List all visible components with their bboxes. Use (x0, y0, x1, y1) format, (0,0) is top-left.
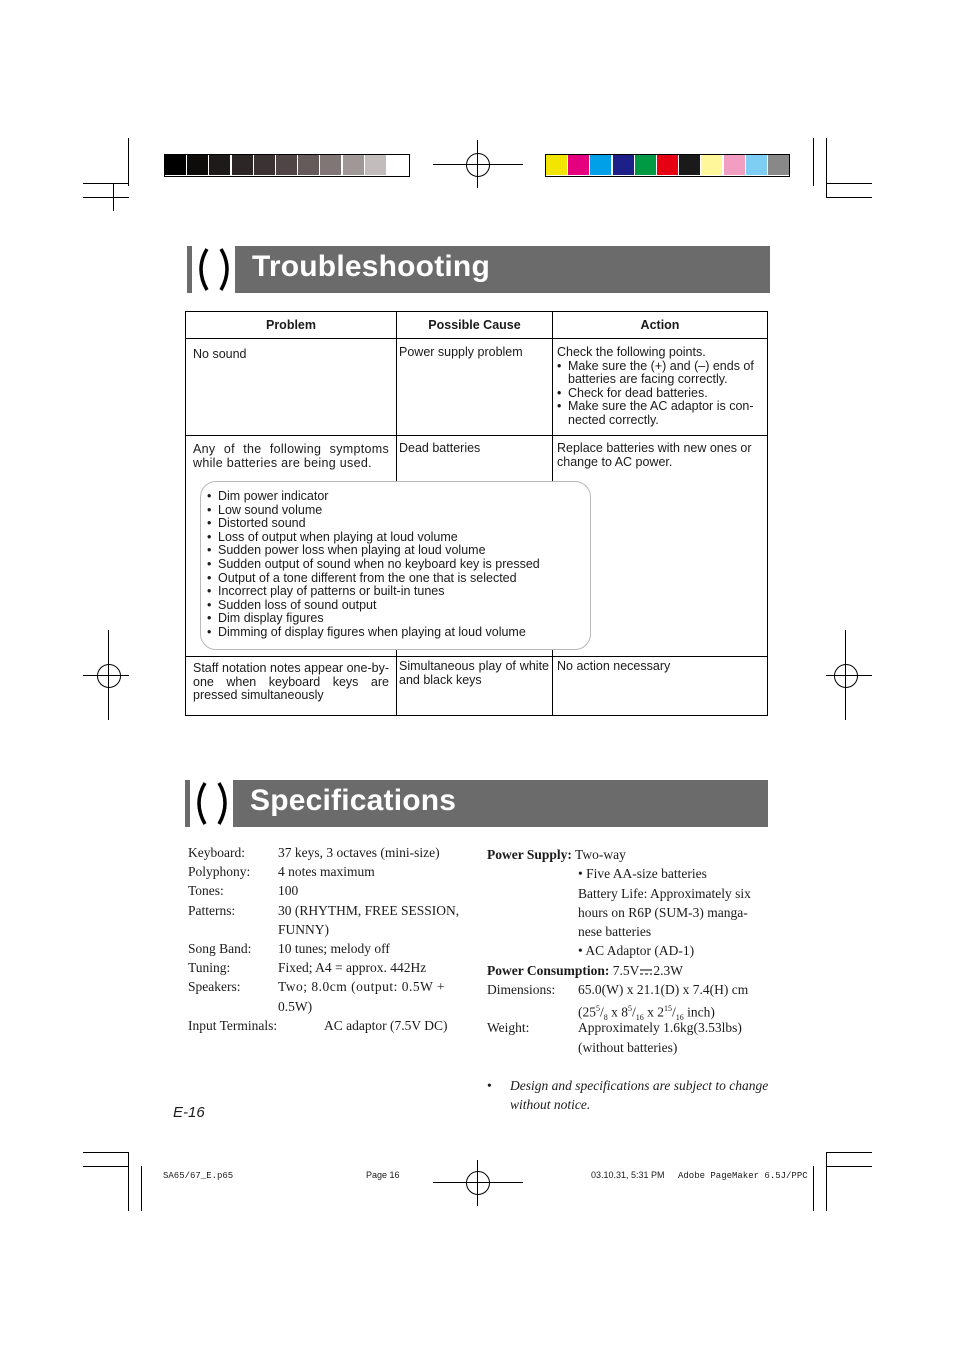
spec-value: 65.0(W) x 21.1(D) x 7.4(H) cm (578, 982, 749, 997)
dim-frac-den: 16 (635, 1013, 644, 1023)
dc-symbol-icon (639, 967, 653, 977)
power-line: Battery Life: Approximately six (578, 886, 751, 901)
dim-frac-den: 8 (603, 1013, 608, 1023)
color-swatch (387, 155, 408, 175)
spec-label: Polyphony: (188, 864, 251, 879)
spec-value: 4 notes maximum (278, 864, 375, 879)
symptoms-callout (200, 481, 591, 650)
spec-value: 30 (RHYTHM, FREE SESSION, (278, 903, 460, 918)
symptom-item: • Incorrect play of patterns or built-in tunes (207, 585, 540, 599)
row1-problem: No sound (193, 347, 247, 361)
spec-value: (without batteries) (578, 1040, 678, 1055)
color-swatch (320, 155, 341, 175)
spec-value: Two; 8.0cm (output: 0.5W + (278, 979, 446, 994)
color-swatch (276, 155, 297, 175)
color-swatch (187, 155, 208, 175)
spec-value: FUNNY) (278, 922, 330, 937)
color-swatch (590, 155, 611, 175)
spec-value: 100 (278, 883, 299, 898)
symptom-item: • Dimming of display figures when playing at loud volume (207, 626, 540, 640)
power-line: • Five AA-size batteries (578, 866, 707, 881)
power-line: nese batteries (578, 924, 652, 939)
row1-action-point: • Make sure the AC adaptor is con-nected correctly. (557, 400, 763, 427)
note-text: without notice. (510, 1097, 591, 1112)
page-number: E-16 (173, 1104, 205, 1121)
specifications-title: Specifications (250, 784, 457, 817)
header-possible-cause: Possible Cause (428, 318, 521, 332)
footer-app: Adobe PageMaker 6.5J/PPC (678, 1171, 808, 1181)
bracket-icon (187, 246, 235, 293)
dim-part: x 2 (643, 1004, 665, 1020)
specifications-header (185, 780, 768, 827)
footer-datetime: 03.10.31, 5:31 PM (591, 1170, 665, 1180)
row1-action-point: • Check for dead batteries. (557, 387, 763, 401)
row1-cause: Power supply problem (399, 345, 523, 359)
color-swatch (254, 155, 275, 175)
dim-part: x 8 (607, 1004, 629, 1020)
color-swatch (209, 155, 230, 175)
header-action: Action (640, 318, 680, 332)
row3-problem: Staff notation notes appear one-by-one when keyboard keys are pressed simultaneously (193, 661, 389, 703)
note-bullet: • (487, 1078, 492, 1093)
footer-page: Page 16 (366, 1170, 400, 1180)
color-swatch (724, 155, 745, 175)
symptom-item: • Dim display figures (207, 612, 540, 626)
spec-value: AC adaptor (7.5V DC) (324, 1018, 448, 1033)
spec-label: Input Terminals: (188, 1018, 278, 1033)
footer-file: SA65/67_E.p65 (163, 1171, 234, 1181)
symptom-item: • Sudden power loss when playing at loud volume (207, 544, 540, 558)
symptom-item: • Loss of output when playing at loud volume (207, 531, 540, 545)
spec-label: Speakers: (188, 979, 241, 994)
row1-action-intro: Check the following points. (557, 345, 706, 359)
color-swatch (546, 155, 567, 175)
symptom-item: • Low sound volume (207, 504, 540, 518)
symptom-item: • Sudden loss of sound output (207, 599, 540, 613)
spec-label: Weight: (487, 1020, 530, 1035)
color-swatch (232, 155, 253, 175)
row2-action: Replace batteries with new ones or change to AC power. (557, 441, 752, 469)
spec-value: Approximately 1.6kg(3.53lbs) (578, 1020, 742, 1035)
row1-action (557, 346, 763, 428)
row1-action-point: • Make sure the (+) and (–) ends of batteries are facing correctly. (557, 360, 763, 387)
color-swatch (635, 155, 656, 175)
color-swatch (657, 155, 678, 175)
color-swatch (365, 155, 386, 175)
troubleshooting-title: Troubleshooting (252, 250, 490, 283)
spec-label: Tuning: (188, 960, 231, 975)
color-swatch (298, 155, 319, 175)
dim-part: (25 (578, 1004, 596, 1020)
spec-value: 7.5V (612, 963, 640, 978)
note-text: Design and specifications are subject to change (510, 1078, 769, 1093)
color-swatch (768, 155, 789, 175)
color-swatch (165, 155, 186, 175)
symptom-item: • Sudden output of sound when no keyboard key is pressed (207, 558, 540, 572)
symptom-item: • Distorted sound (207, 517, 540, 531)
spec-value: 0.5W) (278, 999, 313, 1014)
spec-label: Dimensions: (487, 982, 556, 997)
row2-problem: Any of the following symptoms while batteries are being used. (193, 442, 389, 470)
symptom-item: • Dim power indicator (207, 490, 540, 504)
color-swatch (746, 155, 767, 175)
power-line: • AC Adaptor (AD-1) (578, 943, 695, 958)
spec-label: Patterns: (188, 903, 236, 918)
spec-label: Power Supply: (487, 847, 572, 862)
dimensions-inch: ($25^5/_8$ x $8^5/_{16}$ x $2^{15}/_{16}$ inch) (578, 1004, 715, 1023)
spec-value: 37 keys, 3 octaves (mini-size) (278, 845, 440, 860)
header-problem: Problem (265, 318, 316, 332)
dim-frac-den: 16 (675, 1013, 684, 1023)
power-line: hours on R6P (SUM-3) manga- (578, 905, 748, 920)
row2-cause: Dead batteries (399, 441, 481, 455)
color-swatch (568, 155, 589, 175)
spec-label: Power Consumption: (487, 963, 610, 978)
color-swatch (343, 155, 364, 175)
power-supply-line (487, 845, 626, 864)
spec-label: Song Band: (188, 941, 252, 956)
row3-cause: Simultaneous play of white and black keys (399, 659, 549, 687)
bracket-icon (185, 780, 233, 827)
dim-frac-num: 15 (664, 1004, 673, 1013)
row3-action: No action necessary (557, 659, 671, 673)
spec-label: Keyboard: (188, 845, 245, 860)
dim-frac-num: 5 (596, 1004, 600, 1013)
spec-value: 10 tunes; melody off (278, 941, 390, 956)
spec-label: Tones: (188, 883, 224, 898)
dim-frac-num: 5 (628, 1004, 633, 1013)
color-swatch (679, 155, 700, 175)
color-swatch (613, 155, 634, 175)
spec-value: Fixed; A4 = approx. 442Hz (278, 960, 427, 975)
symptom-item: • Output of a tone different from the one that is selected (207, 572, 540, 586)
troubleshooting-header (187, 246, 770, 293)
color-swatch (701, 155, 722, 175)
dim-part: inch) (683, 1004, 715, 1020)
spec-value: Two-way (575, 847, 626, 862)
power-consumption-line (487, 961, 683, 980)
spec-value: 2.3W (653, 963, 684, 978)
